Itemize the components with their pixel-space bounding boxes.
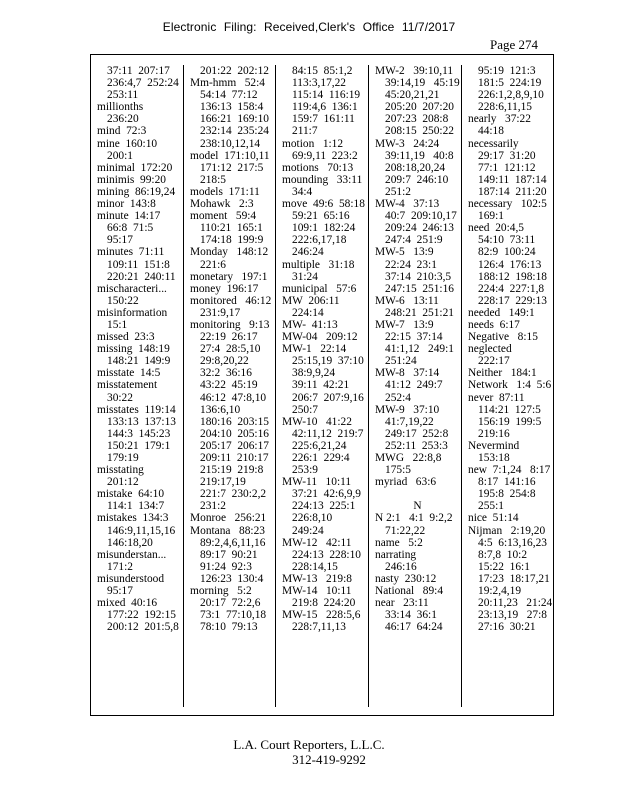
index-entry-locator: 253:11	[107, 89, 139, 102]
index-entry-locator: 109:11 151:8	[107, 258, 170, 271]
index-entry-locator: 39:11,19 40:8	[385, 149, 454, 162]
index-entry-locator: 225:6,21,24	[292, 439, 347, 452]
index-entry-locator: 22:15 37:14	[385, 331, 443, 344]
index-entry-term: MW-12 42:11	[282, 536, 352, 549]
index-entry-locator: 40:7 209:10,17	[385, 210, 457, 223]
index-entry-term: missing 148:19	[97, 343, 170, 356]
index-entry-locator: 222:6,17,18	[292, 234, 347, 247]
index-entry-locator: 95:17	[107, 234, 133, 247]
index-entry-term: MW-3 24:24	[375, 137, 440, 150]
index-entry-term: misstating	[97, 464, 144, 477]
index-entry-term: nasty 230:12	[375, 572, 437, 585]
index-column-1	[91, 65, 183, 707]
index-entry-locator: 150:21 179:1	[107, 439, 171, 452]
index-entry-locator: 205:20 207:20	[385, 101, 454, 114]
index-entry-locator: 33:14 36:1	[385, 609, 437, 622]
index-entry-term: Mm-hmm 52:4	[190, 77, 265, 90]
index-entry-locator: 224:4 227:1,8	[478, 282, 545, 295]
index-entry-term: motion 1:12	[282, 137, 344, 150]
index-entry-locator: 8:17 141:16	[478, 476, 536, 489]
index-entry-locator: 201:22 202:12	[200, 65, 269, 77]
index-entry-locator: 54:14 77:12	[200, 89, 258, 102]
index-entry-locator: 43:22 45:19	[200, 379, 258, 392]
index-entry-term: model 171:10,11	[190, 149, 270, 162]
index-entry-term: Nevermind	[468, 439, 520, 452]
index-entry-term: MW-2 39:10,11	[375, 65, 454, 77]
index-entry-term: necessary 102:5	[468, 198, 547, 211]
index-entry-locator: 126:4 176:13	[478, 258, 542, 271]
index-entry-locator: 209:24 246:13	[385, 222, 454, 235]
index-entry-term: Monday 148:12	[190, 246, 269, 259]
index-entry-locator: 224:14	[292, 306, 324, 319]
index-entry-locator: 15:22 16:1	[478, 560, 530, 573]
index-entry-locator: 89:2,4,6,11,16	[200, 536, 266, 549]
index-entry-term: MW-04 209:12	[282, 331, 358, 344]
index-entry-locator: 4:5 6:13,16,23	[478, 536, 547, 549]
index-entry-locator: 150:22	[107, 294, 139, 307]
index-entry-term: MW-14 10:11	[282, 585, 352, 598]
index-entry-term: misstates 119:14	[97, 403, 176, 416]
index-entry-locator: 25:15,19 37:10	[292, 355, 364, 368]
index-entry-term: mounding 33:11	[282, 173, 363, 186]
index-entry-locator: 253:9	[292, 464, 318, 477]
index-entry-locator: 82:9 100:24	[478, 246, 536, 259]
index-entry-term: misstatement	[97, 379, 158, 392]
index-entry-locator: 221:7 230:2,2	[200, 488, 267, 501]
index-entry-locator: 22:19 26:17	[200, 331, 258, 344]
index-entry-locator: 54:10 73:11	[478, 234, 536, 247]
index-entry-locator: 219:16	[478, 427, 510, 440]
index-entry-locator: 59:21 65:16	[292, 210, 350, 223]
index-entry-term	[375, 488, 460, 500]
index-entry-term: narrating	[375, 548, 417, 561]
index-entry-locator: 39:14,19 45:19	[385, 77, 460, 90]
index-entry-locator: 73:1 77:10,18	[200, 609, 267, 622]
index-entry-locator: 201:12	[107, 476, 139, 489]
index-entry-term: nearly 37:22	[468, 113, 531, 126]
index-entry-locator: 252:11 253:3	[385, 439, 448, 452]
index-entry-locator: 200:1	[107, 149, 133, 162]
index-entry-term: National 89:4	[375, 585, 444, 598]
index-column-2	[183, 65, 275, 707]
index-entry-locator: 31:24	[292, 270, 318, 283]
index-entry-term: misunderstan...	[97, 548, 167, 561]
index-entry-term: Monroe 256:21	[190, 512, 267, 525]
index-entry-locator: 224:13 228:10	[292, 548, 361, 561]
index-entry-locator: 133:13 137:13	[107, 415, 176, 428]
index-entry-locator: 15:1	[107, 318, 128, 331]
index-entry-locator: 44:18	[478, 125, 504, 138]
index-entry-locator: 226:1 229:4	[292, 452, 350, 464]
index-entry-term: morning 5:2	[190, 585, 252, 598]
index-entry-term: move 49:6 58:18	[282, 198, 365, 211]
index-entry-locator: 41:7,19,22	[385, 415, 434, 428]
index-entry-term: neglected	[468, 343, 512, 356]
index-entry-locator: 114:1 134:7	[107, 500, 165, 513]
index-entry-locator: 177:22 192:15	[107, 609, 176, 622]
index-entry-locator: 46:17 64:24	[385, 621, 443, 634]
index-entry-term: MW-15 228:5,6	[282, 609, 361, 622]
index-entry-locator: 252:4	[385, 391, 411, 404]
index-entry-locator: 211:7	[292, 125, 318, 138]
index-entry-locator: 246:24	[292, 246, 324, 259]
index-entry-term: new 7:1,24 8:17	[468, 464, 551, 477]
index-entry-locator: 220:21 240:11	[107, 270, 176, 283]
index-entry-term: multiple 31:18	[282, 258, 355, 271]
index-entry-term: MW-9 37:10	[375, 403, 440, 416]
index-entry-locator: 37:11 207:17	[107, 65, 170, 77]
index-entry-locator: 115:14 116:19	[292, 89, 361, 102]
index-entry-locator: 248:21 251:21	[385, 306, 454, 319]
index-entry-locator: 228:6,11,15	[478, 101, 532, 114]
index-entry-term: MW-6 13:11	[375, 294, 439, 307]
index-entry-term: Network 1:4 5:6	[468, 379, 552, 392]
index-entry-locator: 153:18	[478, 452, 510, 464]
filing-header: Electronic Filing: Received,Clerk's Office 11/7/2017	[162, 20, 456, 34]
index-entry-term: need 20:4,5	[468, 222, 524, 235]
index-entry-term: millionths	[97, 101, 144, 114]
index-entry-term: MW- 41:13	[282, 318, 338, 331]
index-entry-locator: 148:21 149:9	[107, 355, 171, 368]
index-entry-locator: 41:1,12 249:1	[385, 343, 454, 356]
index-entry-locator: 238:10,12,14	[200, 137, 261, 150]
index-entry-locator: 109:1 182:24	[292, 222, 356, 235]
index-entry-term: Montana 88:23	[190, 524, 265, 537]
index-entry-locator: 38:9,9,24	[292, 367, 336, 380]
index-entry-locator: 226:1,2,8,9,10	[478, 89, 544, 102]
index-entry-term: minute 14:17	[97, 210, 161, 223]
index-entry-locator: 247:4 251:9	[385, 234, 443, 247]
index-entry-term: MW-1 22:14	[282, 343, 347, 356]
index-entry-term: motions 70:13	[282, 161, 354, 174]
index-entry-term: misinformation	[97, 306, 168, 319]
index-entry-term: mischaracteri...	[97, 282, 167, 295]
section-letter: N	[413, 500, 422, 513]
index-entry-locator: 205:17 206:17	[200, 439, 269, 452]
index-entry-term: never 87:11	[468, 391, 525, 404]
index-entry-locator: 37:14 210:3,5	[385, 270, 452, 283]
index-entry-locator: 232:14 235:24	[200, 125, 269, 138]
index-entry-locator: 156:19 199:5	[478, 415, 542, 428]
index-entry-term: mine 160:10	[97, 137, 158, 150]
index-entry-locator: 228:17 229:13	[478, 294, 547, 307]
index-entry-locator: 95:19 121:3	[478, 65, 536, 77]
index-entry-term: mining 86:19,24	[97, 185, 176, 198]
index-entry-locator: 228:7,11,13	[292, 621, 346, 634]
page-number: Page 274	[489, 37, 538, 52]
index-entry-locator: 29:17 31:20	[478, 149, 536, 162]
index-entry-locator: 89:17 90:21	[200, 548, 258, 561]
index-entry-locator: 208:15 250:22	[385, 125, 454, 138]
index-entry-locator: 188:12 198:18	[478, 270, 547, 283]
index-entry-term: money 196:17	[190, 282, 259, 295]
index-entry-locator: 144:3 145:23	[107, 427, 171, 440]
index-entry-term: N 2:1 4:1 9:2,2	[375, 512, 453, 525]
index-entry-term: MW-4 37:13	[375, 198, 440, 211]
index-entry-locator: 250:7	[292, 403, 318, 416]
index-entry-locator: 66:8 71:5	[107, 222, 154, 235]
footer-company: L.A. Court Reporters, L.L.C.	[233, 737, 385, 752]
index-entry-locator: 187:14 211:20	[478, 185, 547, 198]
index-entry-term: monitoring 9:13	[190, 318, 270, 331]
index-entry-locator: 209:11 210:17	[200, 452, 269, 464]
index-entry-term: needs 6:17	[468, 318, 520, 331]
index-entry-term: mind 72:3	[97, 125, 147, 138]
index-entry-term: MW-5 13:9	[375, 246, 434, 259]
index-entry-locator: 146:9,11,15,16	[107, 524, 176, 537]
index-entry-locator: 224:13 225:1	[292, 500, 356, 513]
index-entry-locator: 180:16 203:15	[200, 415, 269, 428]
index-entry-locator: 179:19	[107, 452, 139, 464]
index-entry-locator: 34:4	[292, 185, 313, 198]
index-entry-locator: 91:24 92:3	[200, 560, 252, 573]
index-entry-locator: 146:18,20	[107, 536, 153, 549]
index-entry-locator: 181:5 224:19	[478, 77, 542, 90]
index-entry-locator: 208:18,20,24	[385, 161, 446, 174]
index-entry-locator: 204:10 205:16	[200, 427, 269, 440]
index-entry-locator: 46:12 47:8,10	[200, 391, 267, 404]
index-entry-locator: 37:21 42:6,9,9	[292, 488, 361, 501]
index-entry-locator: 41:12 249:7	[385, 379, 443, 392]
index-entry-locator: 231:2	[200, 500, 226, 513]
index-entry-term: missed 23:3	[97, 331, 155, 344]
index-entry-term: MW-7 13:9	[375, 318, 434, 331]
index-entry-locator: 39:11 42:21	[292, 379, 350, 392]
index-entry-locator: 169:1	[478, 210, 504, 223]
index-entry-locator: 27:16 30:21	[478, 621, 536, 634]
index-entry-locator: 136:13 158:4	[200, 101, 264, 114]
index-entry-locator: 219:17,19	[200, 476, 246, 489]
index-entry-locator: 113:3,17,22	[292, 77, 346, 90]
index-entry-locator: 218:5	[200, 173, 226, 186]
index-entry-term: minutes 71:11	[97, 246, 165, 259]
index-entry-locator: 206:7 207:9,16	[292, 391, 364, 404]
index-entry-locator: 42:11,12 219:7	[292, 427, 364, 440]
index-entry-locator: 136:6,10	[200, 403, 241, 416]
index-entry-locator: 221:6	[200, 258, 226, 271]
index-entry-term: minimal 172:20	[97, 161, 173, 174]
index-box	[90, 54, 554, 716]
index-entry-locator: 195:8 254:8	[478, 488, 536, 501]
index-entry-locator: 71:22,22	[385, 524, 426, 537]
index-entry-term: Nijman 2:19,20	[468, 524, 546, 537]
index-entry-locator: 246:16	[385, 560, 417, 573]
index-entry-term: MW-10 41:22	[282, 415, 352, 428]
index-entry-locator: 215:19 219:8	[200, 464, 264, 477]
index-entry-locator: 247:15 251:16	[385, 282, 454, 295]
index-entry-term: mistake 64:10	[97, 488, 165, 501]
index-entry-locator: 84:15 85:1,2	[292, 65, 353, 77]
index-entry-term: Negative 8:15	[468, 331, 538, 344]
index-entry-locator: 166:21 169:10	[200, 113, 269, 126]
index-entry-locator: 171:2	[107, 560, 133, 573]
index-entry-term: monetary 197:1	[190, 270, 268, 283]
index-entry-locator: 228:14,15	[292, 560, 338, 573]
index-entry-term: myriad 63:6	[375, 476, 437, 489]
index-entry-term: MWG 22:8,8	[375, 452, 442, 464]
index-entry-locator: 110:21 165:1	[200, 222, 263, 235]
index-entry-locator: 30:22	[107, 391, 133, 404]
index-entry-locator: 27:4 28:5,10	[200, 343, 261, 356]
index-entry-term: nice 51:14	[468, 512, 519, 525]
index-entry-term: Neither 184:1	[468, 367, 537, 380]
index-entry-locator: 95:17	[107, 585, 133, 598]
index-entry-term: Mohawk 2:3	[190, 198, 254, 211]
index-entry-term: misstate 14:5	[97, 367, 161, 380]
index-entry-locator: 22:24 23:1	[385, 258, 437, 271]
index-entry-locator: 251:24	[385, 355, 417, 368]
index-entry-locator: 200:12 201:5,8	[107, 621, 179, 634]
index-entry-term: monitored 46:12	[190, 294, 272, 307]
index-entry-term: minimis 99:20	[97, 173, 166, 186]
index-entry-term: municipal 57:6	[282, 282, 357, 295]
index-entry-locator: 69:9,11 223:2	[292, 149, 358, 162]
index-column-5	[461, 65, 553, 707]
index-entry-locator: 159:7 161:11	[292, 113, 355, 126]
index-entry-locator: 17:23 18:17,21	[478, 572, 550, 585]
index-entry-locator: 249:24	[292, 524, 324, 537]
index-entry-locator: 236:20	[107, 113, 139, 126]
index-entry-locator: 236:4,7 252:24	[107, 77, 179, 90]
index-entry-locator: 175:5	[385, 464, 411, 477]
index-entry-locator: 19:2,4,19	[478, 585, 522, 598]
index-entry-term: name 5:2	[375, 536, 423, 549]
index-entry-term: necessarily	[468, 137, 519, 150]
index-entry-term: models 171:11	[190, 185, 260, 198]
index-entry-locator: 255:1	[478, 500, 504, 513]
index-entry-locator: 231:9,17	[200, 306, 241, 319]
index-entry-locator: 126:23 130:4	[200, 572, 264, 585]
index-entry-locator: 207:23 208:8	[385, 113, 449, 126]
index-entry-locator: 119:4,6 136:1	[292, 101, 358, 114]
index-entry-locator: 226:8,10	[292, 512, 333, 525]
index-column-3	[275, 65, 367, 707]
index-entry-locator: 23:13,19 27:8	[478, 609, 547, 622]
index-entry-locator: 219:8 224:20	[292, 597, 356, 610]
index-entry-locator: 20:11,23 21:24	[478, 597, 553, 610]
index-entry-locator: 32:2 36:16	[200, 367, 252, 380]
index-entry-locator: 251:2	[385, 185, 411, 198]
index-entry-term: mistakes 134:3	[97, 512, 169, 525]
index-entry-term: mixed 40:16	[97, 597, 158, 610]
index-entry-term: near 23:11	[375, 597, 429, 610]
index-entry-term: MW-13 219:8	[282, 572, 352, 585]
index-entry-locator: 171:12 217:5	[200, 161, 264, 174]
index-entry-term: misunderstood	[97, 572, 165, 585]
index-entry-locator: 209:7 246:10	[385, 173, 449, 186]
index-entry-locator: 45:20,21,21	[385, 89, 440, 102]
index-entry-locator: 174:18 199:9	[200, 234, 264, 247]
index-entry-locator: 29:8,20,22	[200, 355, 249, 368]
index-entry-locator: 222:17	[478, 355, 510, 368]
index-entry-locator: 78:10 79:13	[200, 621, 258, 634]
index-entry-locator: 149:11 187:14	[478, 173, 547, 186]
index-entry-term: MW 206:11	[282, 294, 340, 307]
index-column-4	[368, 65, 460, 707]
index-entry-locator: 114:21 127:5	[478, 403, 541, 416]
index-entry-term: minor 143:8	[97, 198, 156, 211]
index-entry-term: moment 59:4	[190, 210, 257, 223]
index-entry-term: MW-8 37:14	[375, 367, 440, 380]
index-entry-locator: 20:17 72:2,6	[200, 597, 261, 610]
footer-phone: 312-419-9292	[292, 752, 366, 767]
index-entry-locator: 249:17 252:8	[385, 427, 449, 440]
index-entry-term: MW-11 10:11	[282, 476, 352, 489]
index-entry-term: needed 149:1	[468, 306, 535, 319]
index-entry-locator: 8:7,8 10:2	[478, 548, 528, 561]
index-entry-locator: 77:1 121:12	[478, 161, 536, 174]
